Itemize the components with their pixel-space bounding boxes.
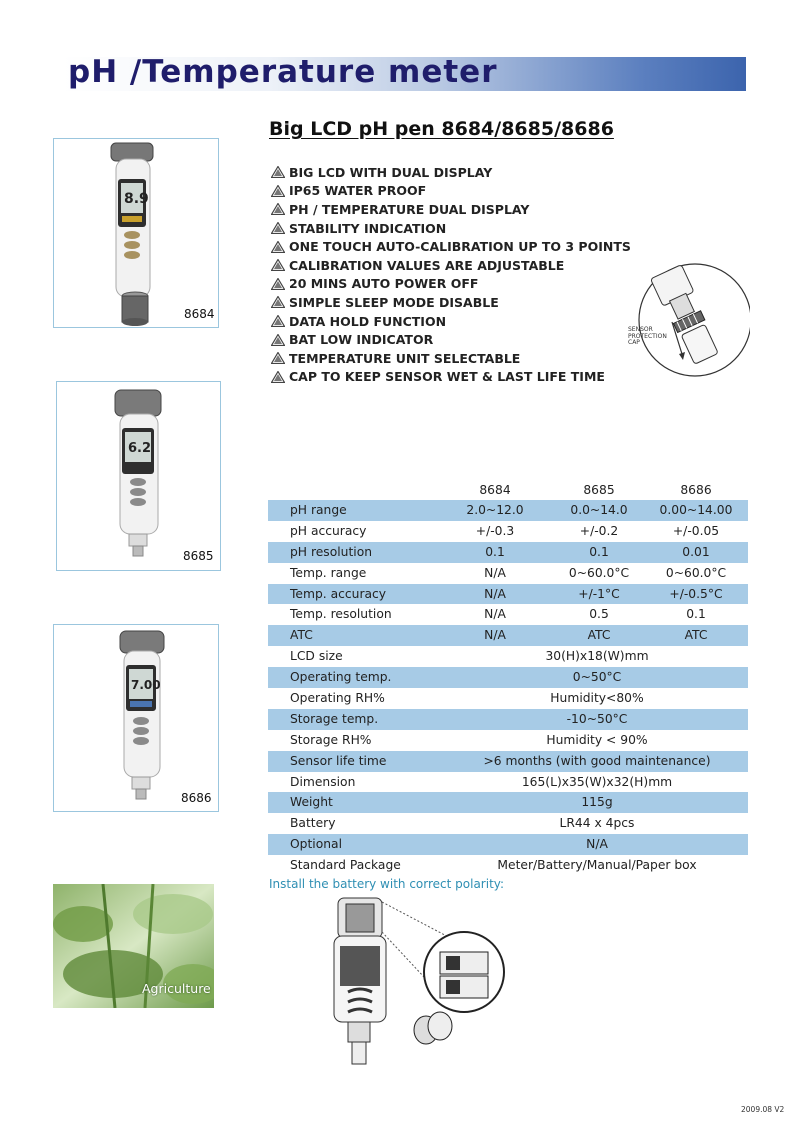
feature-item: IP65 WATER PROOF <box>271 182 631 201</box>
product-photo-8686 <box>53 624 219 812</box>
product-photo-8685 <box>56 381 221 571</box>
spec-row: LCD size 30(H)x18(W)mm <box>290 649 649 664</box>
spec-row: Dimension 165(L)x35(W)x32(H)mm <box>290 774 673 789</box>
spec-row: Temp. resolution N/A 0.5 0.1 <box>290 607 706 622</box>
feature-item: CAP TO KEEP SENSOR WET & LAST LIFE TIME <box>271 368 631 387</box>
feature-item: PH / TEMPERATURE DUAL DISPLAY <box>271 200 631 219</box>
spec-row: pH accuracy +/-0.3 +/-0.2 +/-0.05 <box>290 523 720 538</box>
feature-item: SIMPLE SLEEP MODE DISABLE <box>271 293 631 312</box>
product-title: Big LCD pH pen 8684/8685/8686 <box>269 118 614 140</box>
warning-triangle-icon <box>271 296 285 308</box>
spec-row: Standard Package Meter/Battery/Manual/Paper box <box>290 858 697 873</box>
svg-text:6.2: 6.2 <box>128 441 152 456</box>
sensor-cap-illustration <box>610 262 750 380</box>
warning-triangle-icon <box>271 371 285 383</box>
warning-triangle-icon <box>271 203 285 215</box>
spec-row: Battery LR44 x 4pcs <box>290 816 635 831</box>
spec-row: Storage temp. -10~50°C <box>268 709 748 730</box>
feature-item: CALIBRATION VALUES ARE ADJUSTABLE <box>271 256 631 275</box>
svg-text:8.9: 8.9 <box>124 191 149 207</box>
spec-row: Sensor life time >6 months (with good maintenance) <box>268 751 748 772</box>
model-header: 8684 <box>479 483 511 497</box>
model-label-8685: 8685 <box>183 549 214 563</box>
battery-install-illustration <box>318 892 518 1070</box>
feature-item: BIG LCD WITH DUAL DISPLAY <box>271 163 631 182</box>
footer-version: 2009.08 V2 <box>741 1105 785 1114</box>
svg-text:7.00: 7.00 <box>131 678 161 692</box>
warning-triangle-icon <box>271 166 285 178</box>
spec-row: Weight 115g <box>268 792 748 813</box>
spec-row: pH range 2.0~12.0 0.0~14.0 0.00~14.00 <box>268 500 748 521</box>
sensor-cap-label: SENSOR PROTECTION CAP <box>628 326 667 346</box>
model-header: 8686 <box>680 483 712 497</box>
model-label-8684: 8684 <box>184 307 215 321</box>
ph-pen-icon <box>54 625 214 809</box>
spec-row: Operating RH% Humidity<80% <box>290 691 644 706</box>
install-note: Install the battery with correct polarity: <box>269 877 505 891</box>
warning-triangle-icon <box>271 352 285 364</box>
spec-row: Storage RH% Humidity < 90% <box>290 732 648 747</box>
warning-triangle-icon <box>271 241 285 253</box>
feature-item: 20 MINS AUTO POWER OFF <box>271 275 631 294</box>
spec-row: ATC N/A ATC ATC <box>268 625 748 646</box>
model-header: 8685 <box>583 483 615 497</box>
warning-triangle-icon <box>271 222 285 234</box>
warning-triangle-icon <box>271 278 285 290</box>
feature-item: BAT LOW INDICATOR <box>271 330 631 349</box>
spec-table <box>268 480 748 876</box>
spec-header-row <box>268 480 748 500</box>
spec-row: Operating temp. 0~50°C <box>268 667 748 688</box>
spec-row: Temp. range N/A 0~60.0°C 0~60.0°C <box>290 565 727 580</box>
feature-list <box>271 163 631 386</box>
spec-row: Optional N/A <box>268 834 748 855</box>
agriculture-label: Agriculture <box>142 981 211 996</box>
model-label-8686: 8686 <box>181 791 212 805</box>
spec-row: Temp. accuracy N/A +/-1°C +/-0.5°C <box>268 584 748 605</box>
warning-triangle-icon <box>271 315 285 327</box>
feature-item: TEMPERATURE UNIT SELECTABLE <box>271 349 631 368</box>
ph-pen-icon <box>57 382 217 568</box>
page-title: pH /Temperature meter <box>68 54 498 90</box>
spec-row: pH resolution 0.1 0.1 0.01 <box>268 542 748 563</box>
feature-item: STABILITY INDICATION <box>271 219 631 238</box>
feature-item: DATA HOLD FUNCTION <box>271 312 631 331</box>
sensor-cap-icon <box>120 291 150 327</box>
warning-triangle-icon <box>271 259 285 271</box>
warning-triangle-icon <box>271 334 285 346</box>
warning-triangle-icon <box>271 185 285 197</box>
feature-item: ONE TOUCH AUTO-CALIBRATION UP TO 3 POINTS <box>271 237 631 256</box>
product-photo-8684 <box>53 138 219 328</box>
